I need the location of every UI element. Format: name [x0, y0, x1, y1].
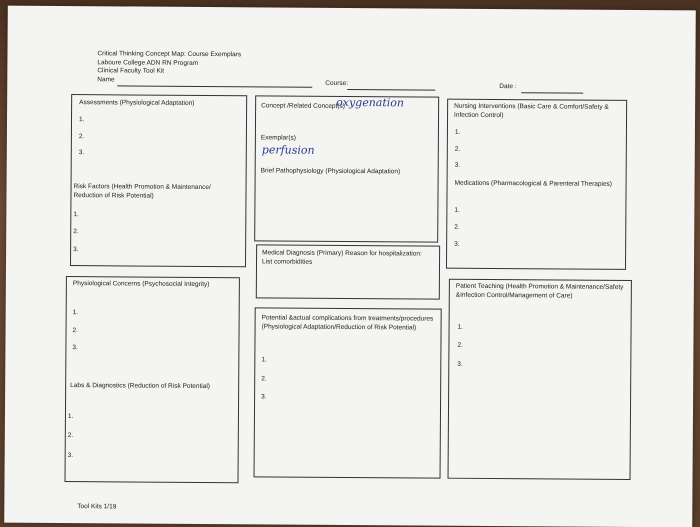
- risk-item: 2.: [73, 228, 79, 236]
- teaching-box: [448, 279, 632, 480]
- risk-item: 1.: [73, 211, 79, 219]
- tool-kit-label: Clinical Faculty Tool Kit: [97, 67, 165, 75]
- worksheet-title: Critical Thinking Concept Map: Course Exemplars: [97, 50, 242, 59]
- teaching-item: 2.: [457, 341, 463, 349]
- labs-title: Labs & Diagnostics (Reduction of Risk Potential): [70, 382, 211, 391]
- lab-item: 1.: [67, 413, 74, 421]
- medication-item: 2.: [454, 223, 460, 231]
- date-line: [521, 92, 583, 93]
- lab-item: 2.: [67, 432, 74, 440]
- assessments-box: [70, 94, 247, 267]
- nursing-item: 3.: [454, 161, 461, 169]
- complication-item: 1.: [261, 356, 267, 364]
- assessment-item: 3.: [78, 149, 85, 157]
- physiological-item: 1.: [72, 309, 79, 317]
- name-line: [117, 85, 312, 87]
- date-label: Date :: [499, 83, 517, 91]
- nursing-item: 2.: [454, 145, 461, 153]
- footer-label: Tool Kits 1/19: [77, 503, 117, 511]
- concept-label: Concept /Related Concept(s): [261, 102, 345, 110]
- medication-item: 3.: [454, 240, 460, 248]
- college-name: Laboure College ADN RN Program: [97, 58, 199, 67]
- worksheet-page: [4, 6, 696, 527]
- header-block: [97, 50, 241, 77]
- exemplar-label: Exemplar(s): [260, 134, 296, 142]
- nursing-title: Nursing Interventions (Basic Care & Comfort/Safety & Infection Control): [454, 102, 609, 119]
- course-line: [347, 89, 435, 91]
- physiological-item: 3.: [72, 344, 78, 352]
- complications-box: [254, 307, 442, 478]
- assessments-title: Assessments (Physiological Adaptation): [79, 99, 195, 107]
- complication-item: 3.: [261, 393, 267, 401]
- teaching-item: 3.: [457, 360, 463, 368]
- teaching-title: Patient Teaching (Health Promotion & Maintenance/Safety &Infection Control/Management of Care): [455, 282, 624, 300]
- risk-factors-title: Risk Factors (Health Promotion & Maintenance/ Reduction of Risk Potential): [73, 183, 211, 200]
- medications-title: Medications (Pharmacological & Parenteral Therapies): [454, 179, 613, 188]
- physiological-item: 2.: [72, 327, 78, 335]
- assessment-item: 2.: [78, 133, 85, 141]
- medication-item: 1.: [454, 206, 460, 214]
- lab-item: 3.: [67, 452, 74, 460]
- name-label: Name: [97, 76, 115, 84]
- nursing-item: 1.: [454, 128, 461, 136]
- course-label: Course:: [325, 79, 349, 87]
- risk-item: 3.: [73, 246, 79, 254]
- diagnosis-title: Medical Diagnosis (Primary) Reason for hospitalization: List comorbidities: [262, 249, 422, 266]
- exemplar-handwritten: perfusion: [261, 143, 315, 157]
- assessment-item: 1.: [78, 116, 85, 124]
- teaching-item: 1.: [457, 323, 464, 331]
- concept-handwritten: oxygenation: [336, 95, 405, 110]
- physiological-title: Physiological Concerns (Psychosocial Integrity): [72, 280, 210, 289]
- complications-title: Potential &actual complications from treatments/procedures (Physiological Adaptation/Reduction of Risk Potential): [261, 314, 434, 331]
- complication-item: 2.: [261, 375, 267, 383]
- physiological-box: [64, 276, 239, 483]
- pathophysiology-label: Brief Pathophysiology (Physiological Adaptation): [260, 167, 401, 176]
